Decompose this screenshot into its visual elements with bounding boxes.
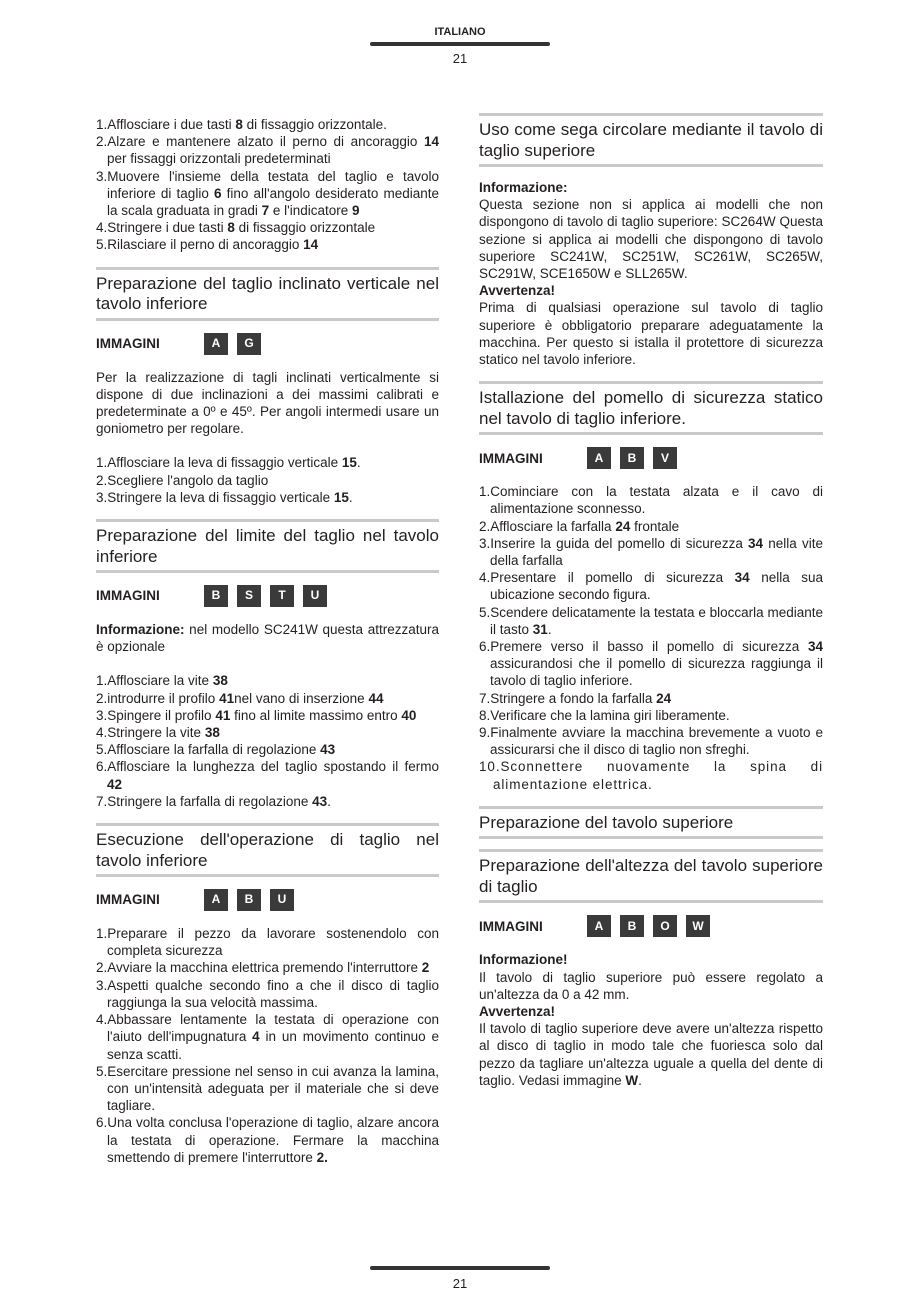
list-item: 3.Stringere la leva di fissaggio verticale 15. [96, 489, 353, 505]
info-label: Informazione! [479, 952, 568, 968]
horizontal-fixing-steps [96, 116, 439, 254]
section-heading: Preparazione del taglio inclinato verticale nel tavolo inferiore [96, 267, 439, 321]
header-language: ITALIANO [434, 26, 486, 38]
list-item: 7.Stringere a fondo la farfalla 24 [479, 690, 672, 706]
image-badge: A [587, 447, 611, 469]
images-label: IMMAGINI [96, 336, 160, 352]
list-item: 7.Stringere la farfalla di regolazione 43. [96, 793, 331, 809]
list-item: 3.Muovere l'insieme della testata del taglio e tavolo inferiore di taglio 6 fino all'angolo desiderato mediante la scala graduata in gradi 7 e l'indicatore 9 [96, 168, 439, 219]
images-reference [96, 333, 439, 355]
images-reference [479, 915, 823, 937]
list-item: 3.Inserire la guida del pomello di sicurezza 34 nella vite della farfalla [479, 535, 823, 569]
paragraph: Questa sezione non si applica ai modelli che non dispongono di tavolo di taglio superiore: SC264W Questa sezione si applica ai modelli che dispongono di tavolo superiore SC241W, SC251W, SC261W, SC265W, SC291W, SCE1650W e SLL265W. [479, 197, 823, 282]
list-item: 3.Spingere il profilo 41 fino al limite massimo entro 40 [96, 707, 417, 723]
images-label: IMMAGINI [479, 450, 543, 466]
image-badge: B [237, 889, 261, 911]
image-badge: A [204, 889, 228, 911]
footer-page-number: 21 [452, 1276, 468, 1291]
images-label: IMMAGINI [96, 588, 160, 604]
list-item: 5.Esercitare pressione nel senso in cui avanza la lamina, con un'intensità adeguata per il materiale che si deve tagliare. [96, 1063, 439, 1114]
section-heading: Istallazione del pomello di sicurezza statico nel tavolo di taglio inferiore. [479, 381, 823, 435]
paragraph: Prima di qualsiasi operazione sul tavolo di taglio superiore è obbligatorio preparare adeguatamente la macchina. Per questo si istalla il protettore di sicurezza statico nel tavolo inferiore. [479, 300, 823, 368]
list-item: 2.Afflosciare la farfalla 24 frontale [479, 518, 680, 534]
left-column [96, 116, 439, 1166]
image-badge: U [303, 585, 327, 607]
list-item: 4.Stringere la vite 38 [96, 725, 220, 741]
section-heading: Uso come sega circolare mediante il tavolo di taglio superiore [479, 113, 823, 167]
list-item: 1.Afflosciare la vite 38 [96, 673, 228, 689]
image-badge: U [270, 889, 294, 911]
image-badge: A [204, 333, 228, 355]
image-badge: O [653, 915, 677, 937]
list-item: 6.Premere verso il basso il pomello di sicurezza 34 assicurandosi che il pomello di sicurezza raggiunga il tavolo di taglio inferiore. [479, 639, 823, 689]
list-item: 9.Finalmente avviare la macchina brevemente a vuoto e assicurarsi che il disco di taglio non sfreghi. [479, 725, 823, 758]
images-reference [96, 585, 439, 607]
warning-label: Avvertenza! [479, 1004, 556, 1019]
list-item: 4.Stringere i due tasti 8 di fissaggio orizzontale [96, 220, 376, 236]
header-rule [370, 42, 550, 46]
image-badge: S [237, 585, 261, 607]
section-heading: Esecuzione dell'operazione di taglio nel tavolo inferiore [96, 823, 439, 877]
images-label: IMMAGINI [96, 892, 160, 908]
image-badge: V [653, 447, 677, 469]
images-label: IMMAGINI [479, 918, 543, 934]
safety-knob-steps [479, 483, 823, 793]
list-item: 4.Abbassare lentamente la testata di operazione con l'aiuto dell'impugnatura 4 in un movimento continuo e senza scatti. [96, 1012, 439, 1062]
paragraph: Per la realizzazione di tagli inclinati verticalmente si dispone di due inclinazioni a dei massimi calibrati e predeterminate a 0º e 45º. Per angoli intermedi usare un goniometro per regolare. [96, 369, 439, 437]
list-item: 2.Alzare e mantenere alzato il perno di ancoraggio 14 per fissaggi orizzontali predeterminati [96, 134, 439, 167]
list-item: 2.Avviare la macchina elettrica premendo l'interruttore 2 [96, 960, 430, 976]
list-item: 6.Afflosciare la lunghezza del taglio spostando il fermo 42 [96, 759, 439, 792]
image-badge: B [620, 915, 644, 937]
list-item: 8.Verificare che la lamina giri liberamente. [479, 707, 730, 723]
image-badge: B [204, 585, 228, 607]
image-badge: T [270, 585, 294, 607]
list-item: 5.Afflosciare la farfalla di regolazione 43 [96, 742, 336, 758]
section-heading: Preparazione dell'altezza del tavolo superiore di taglio [479, 849, 823, 903]
list-item: 1.Preparare il pezzo da lavorare sostenendolo con completa sicurezza [96, 926, 439, 959]
info-label: Informazione: [479, 180, 568, 195]
header-page-number: 21 [452, 51, 468, 66]
cut-limit-steps [96, 672, 439, 810]
paragraph: Il tavolo di taglio superiore può essere regolato a un'altezza da 0 a 42 mm. [479, 969, 823, 1002]
image-badge: A [587, 915, 611, 937]
images-reference [96, 889, 439, 911]
list-item: 1.Afflosciare i due tasti 8 di fissaggio orizzontale. [96, 117, 387, 132]
right-column [479, 116, 823, 1089]
list-item: 2.Scegliere l'angolo da taglio [96, 472, 269, 488]
list-item: 1.Afflosciare la leva di fissaggio verticale 15. [96, 455, 361, 471]
list-item: 2.introdurre il profilo 41nel vano di inserzione 44 [96, 690, 384, 706]
info-note: Informazione: nel modello SC241W questa attrezzatura è opzionale [96, 622, 439, 655]
list-item: 10.Sconnettere nuovamente la spina di alimentazione elettrica. [479, 759, 823, 792]
footer-rule [370, 1266, 550, 1270]
list-item: 5.Scendere delicatamente la testata e bloccarla mediante il tasto 31. [479, 604, 823, 637]
list-item: 6.Una volta conclusa l'operazione di taglio, alzare ancora la testata di operazione. Fermare la macchina smettendo di premere l'interruttore 2. [96, 1115, 439, 1165]
list-item: 3.Aspetti qualche secondo fino a che il disco di taglio raggiunga la sua velocità massima. [96, 977, 439, 1010]
list-item: 5.Rilasciare il perno di ancoraggio 14 [96, 237, 319, 253]
list-item: 1.Cominciare con la testata alzata e il cavo di alimentazione sconnesso. [479, 484, 823, 517]
image-badge: B [620, 447, 644, 469]
paragraph: Il tavolo di taglio superiore deve avere un'altezza rispetto al disco di taglio in modo tale che fuoriesca solo dal pezzo da tagliare un'altezza uguale a quella del dente di taglio. Vedasi immagine W. [479, 1021, 823, 1088]
image-badge: G [237, 333, 261, 355]
cutting-operation-steps [96, 925, 439, 1166]
section-heading: Preparazione del limite del taglio nel tavolo inferiore [96, 519, 439, 573]
images-reference [479, 447, 823, 469]
list-item: 4.Presentare il pomello di sicurezza 34 nella sua ubicazione secondo figura. [479, 570, 823, 603]
section-heading: Preparazione del tavolo superiore [479, 806, 823, 840]
vertical-bevel-steps [96, 454, 439, 506]
image-badge: W [686, 915, 710, 937]
warning-label: Avvertenza! [479, 283, 556, 299]
